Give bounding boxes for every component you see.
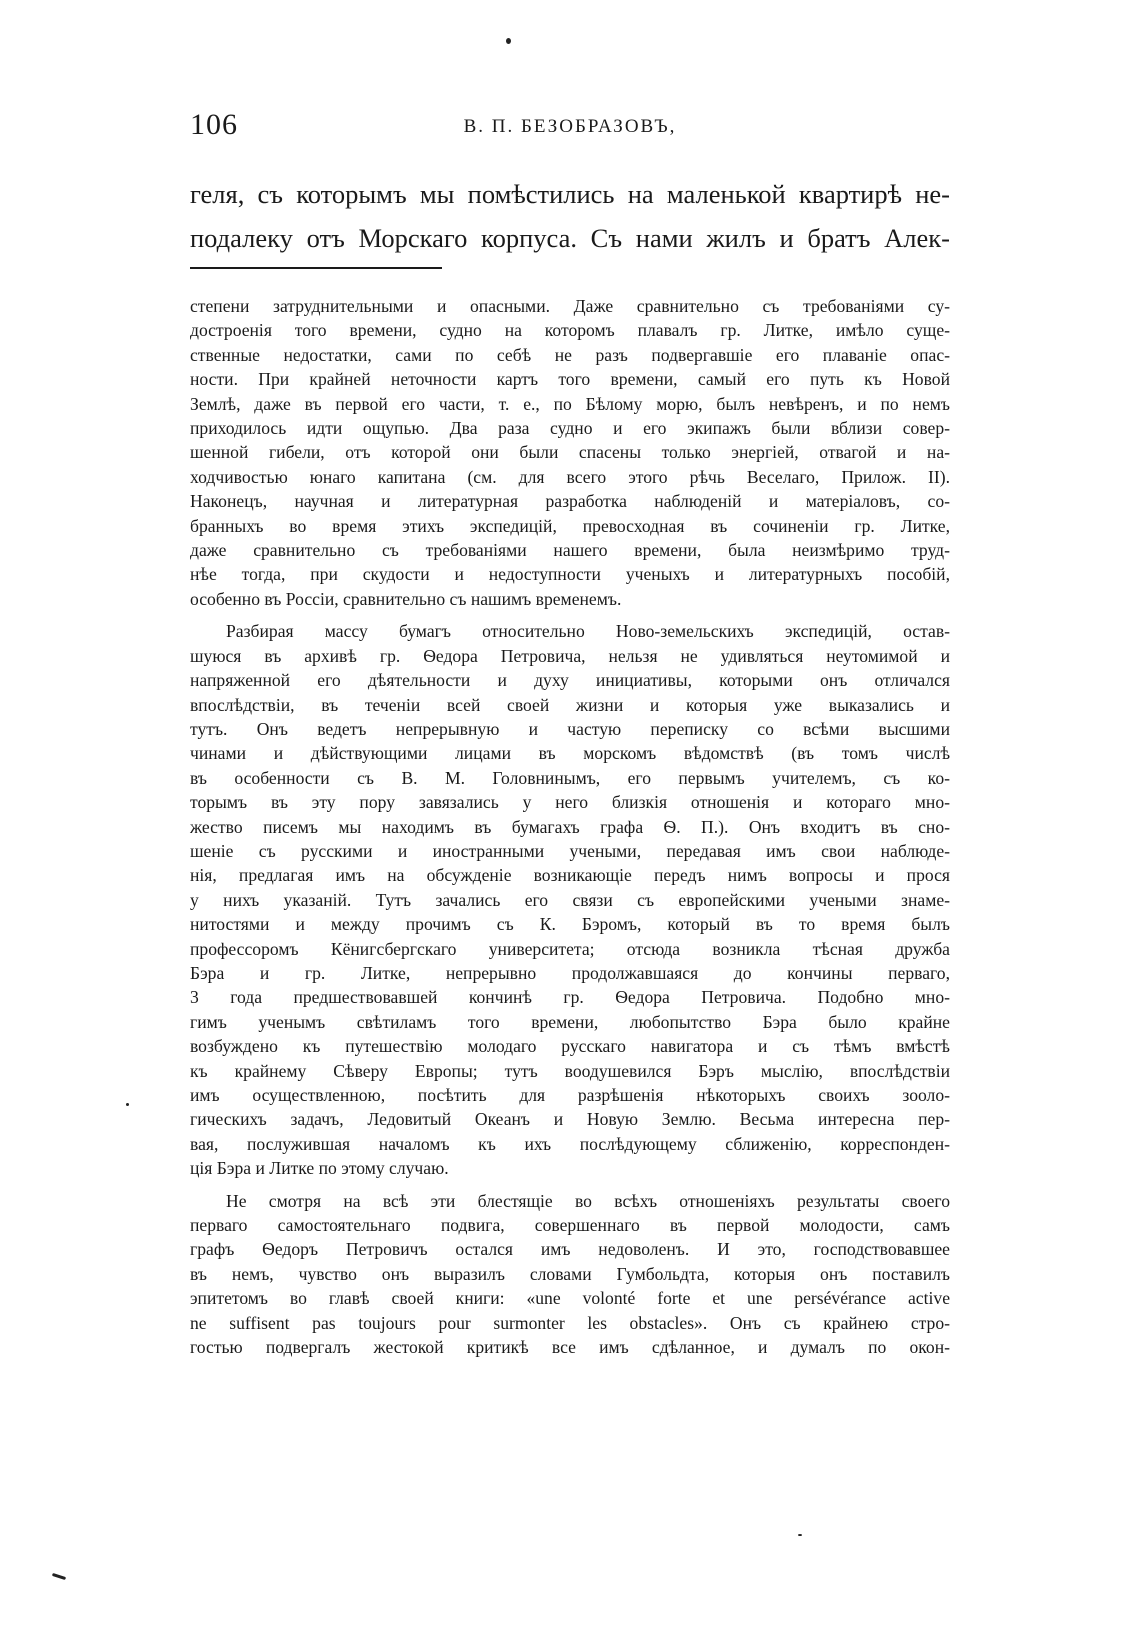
footnote-line: профессоромъ Кёнигсбергскаго университета; отсюда возникла тѣсная дружба <box>190 938 950 959</box>
footnote-line: ственные недостатки, сами по себѣ не разъ подвергавшіе его плаваніе опас- <box>190 344 950 365</box>
footnote-paragraph-1 <box>190 294 950 611</box>
footnote-line: жество писемъ мы находимъ въ бумагахъ графа Ѳ. П.). Онъ входитъ въ сно- <box>190 816 950 837</box>
footnote-line: Землѣ, даже въ первой его части, т. е., по Бѣлому морю, былъ невѣренъ, и по немъ <box>190 393 950 414</box>
footnote-line: Бэра и гр. Литке, непрерывно продолжавшаяся до кончины перваго, <box>190 962 950 983</box>
footnote-line: шуюся въ архивѣ гр. Ѳедора Петровича, нельзя не удивляться неутомимой и <box>190 645 950 666</box>
footnote-line: бранныхъ во время этихъ экспедицій, превосходная въ сочиненіи гр. Литке, <box>190 515 950 536</box>
footnote-line: графъ Ѳедоръ Петровичъ остался имъ недоволенъ. И это, господствовавшее <box>190 1239 950 1260</box>
page-number: 106 <box>190 108 238 141</box>
footnote-line: шеніе съ русскими и иностранными учеными, передавая имъ свои наблюде- <box>190 840 950 861</box>
running-head: В. П. БЕЗОБРАЗОВЪ, <box>463 116 677 137</box>
footnote-line: нія, предлагая имъ на обсужденіе возникающіе передъ нимъ вопросы и прося <box>190 865 950 886</box>
footnote-line: степени затруднительными и опасными. Даже сравнительно съ требованіями су- <box>190 296 950 316</box>
page-header <box>190 108 950 148</box>
footnote-line: Не смотря на всѣ эти блестящіе во всѣхъ отношеніяхъ результаты своего <box>226 1190 950 1211</box>
footnote-line: въ немъ, чувство онъ выразилъ словами Гумбольдта, которыя онъ поставилъ <box>190 1263 950 1284</box>
footnote-line: имъ осуществленною, посѣтить для разрѣшенія нѣкоторыхъ своихъ зооло- <box>190 1085 950 1105</box>
footnote-line: въ особенности съ В. М. Головнинымъ, его первымъ учителемъ, съ ко- <box>190 767 950 788</box>
footnote-line: 3 года предшествовавшей кончинѣ гр. Ѳедора Петровича. Подобно мно- <box>190 987 950 1008</box>
footnote-line: у нихъ указаній. Тутъ зачались его связи съ европейскими учеными знаме- <box>190 889 950 910</box>
footnote-separator <box>190 267 442 269</box>
footnote-line: гимъ ученымъ свѣтиламъ того времени, любопытство Бэра было крайне <box>190 1011 950 1032</box>
footnote-line: возбуждено къ путешествію молодаго русскаго навигатора и съ тѣмъ вмѣстѣ <box>190 1036 950 1057</box>
footnote-line: напряженной его дѣятельности и духу инициативы, которыми онъ отличался <box>190 670 950 691</box>
footnote-line: приходилось идти ощупью. Два раза судно и его экипажъ были вблизи совер- <box>190 418 950 439</box>
footnote-line: тутъ. Онъ ведетъ непрерывную и частую переписку со всѣми высшими <box>190 718 950 739</box>
scan-speck-bottom <box>798 1534 802 1536</box>
footnote-line: ція Бэра и Литке по этому случаю. <box>190 1158 449 1179</box>
main-text <box>190 172 950 260</box>
footnote-line: ности. При крайней неточности картъ того времени, самый его путь къ Новой <box>190 369 950 390</box>
footnote-line: торымъ въ эту пору завязались у него близкія отношенія и котораго мно- <box>190 792 950 813</box>
footnote-line: Разбирая массу бумагъ относительно Ново-земельскихъ экспедицій, остав- <box>226 621 950 642</box>
footnote-line: чинами и дѣйствующими лицами въ морскомъ вѣдомствѣ (въ томъ числѣ <box>190 743 950 764</box>
footnote-line: къ крайнему Сѣверу Европы; тутъ воодушевился Бэръ мыслію, впослѣдствіи <box>190 1060 950 1081</box>
footnote-line: гическихъ задачъ, Ледовитый Океанъ и Новую Землю. Весьма интересна пер- <box>190 1109 950 1130</box>
footnote-line: нитостями и между прочимъ съ К. Бэромъ, который въ то время былъ <box>190 914 950 935</box>
footnote-line: эпитетомъ во главѣ своей книги: «une volonté forte et une persévérance active <box>190 1288 950 1309</box>
main-text-line: подалеку отъ Морскаго корпуса. Съ нами жилъ и братъ Алек- <box>190 223 950 253</box>
footnote-paragraph-3 <box>190 1189 950 1360</box>
footnote-line: шенной гибели, отъ которой они были спасены только энергіей, отвагой и на- <box>190 442 950 463</box>
footnote <box>190 294 950 1359</box>
scan-speck-margin <box>126 1103 129 1106</box>
footnote-line: перваго самостоятельнаго подвига, совершеннаго въ первой молодости, самъ <box>190 1215 950 1236</box>
footnote-line: ne suffisent pas toujours pour surmonter les obstacles». Онъ съ крайнею стро- <box>190 1312 950 1333</box>
footnote-paragraph-2 <box>190 619 950 1180</box>
footnote-line: Наконецъ, научная и литературная разработка наблюденій и матеріаловъ, со- <box>190 491 950 512</box>
scan-speck-bottom-left <box>52 1573 66 1580</box>
main-text-line: геля, съ которымъ мы помѣстились на маленькой квартирѣ не- <box>190 179 950 209</box>
footnote-line: даже сравнительно съ требованіями нашего времени, была неизмѣримо труд- <box>190 540 950 561</box>
footnote-line: достроенія того времени, судно на которомъ плавалъ гр. Литке, имѣло суще- <box>190 320 950 341</box>
footnote-line: вая, послужившая началомъ къ ихъ послѣдующему сближенію, корреспонден- <box>190 1133 950 1154</box>
footnote-line: ходчивостью юнаго капитана (см. для всего этого рѣчь Веселаго, Прилож. II). <box>190 466 950 487</box>
footnote-line: впослѣдствіи, въ теченіи всей своей жизни и которыя уже выказались и <box>190 694 950 715</box>
footnote-line: нѣе тогда, при скудости и недоступности ученыхъ и литературныхъ пособій, <box>190 564 950 585</box>
footnote-line: гостью подвергалъ жестокой критикѣ все имъ сдѣланное, и думалъ по окон- <box>190 1337 950 1358</box>
scan-speck-top <box>506 38 511 44</box>
footnote-line: особенно въ Россіи, сравнительно съ нашимъ временемъ. <box>190 588 622 609</box>
